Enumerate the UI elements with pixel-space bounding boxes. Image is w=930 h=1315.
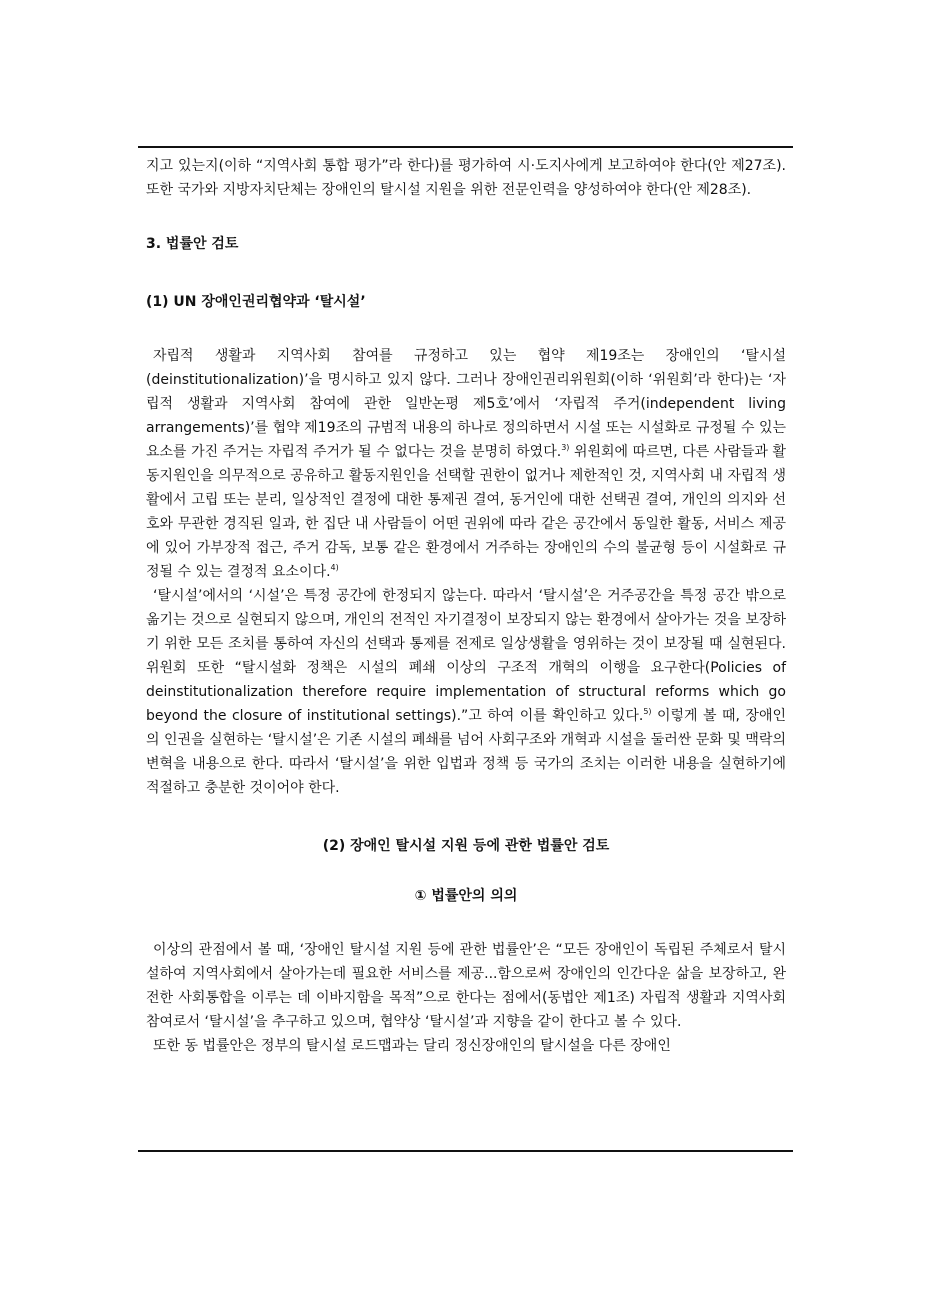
paragraph-1-text-a: 자립적 생활과 지역사회 참여를 규정하고 있는 협약 제19조는 장애인의 ‘탈시설(deinstitutionalization)’을 명시하고 있지 않다. 그러나 장애인권리위원회(이하 ‘위원회’라 한다)는 ‘자립적 생활과 지역사회 참여에 관한 일반논평 제5호’에서 ‘자립적 주거(independent living arrangements)’를 협약 제19조의 규범적 내용의 하나로 정의하면서 시설 또는 시설화로 규정될 수 있는 요소를 가진 주거는 자립적 주거가 될 수 없다는 것을 분명히 하였다. bbox=[146, 348, 786, 460]
subsection-heading-2: (2) 장애인 탈시설 지원 등에 관한 법률안 검토 bbox=[322, 838, 610, 854]
paragraph-2 bbox=[146, 584, 786, 800]
footnote-ref-5: 5) bbox=[643, 707, 652, 716]
paragraph-4: 또한 동 법률안은 정부의 탈시설 로드맵과는 달리 정신장애인의 탈시설을 다른 장애인 bbox=[153, 1038, 671, 1054]
document-body bbox=[146, 154, 786, 1058]
paragraph-3: 이상의 관점에서 볼 때, ‘장애인 탈시설 지원 등에 관한 법률안’은 “모든 장애인이 독립된 주체로서 탈시설하여 지역사회에서 살아가는데 필요한 서비스를 제공...함으로써 장애인의 인간다운 삶을 보장하고, 완전한 사회통합을 이루는 데 이바지함을 목적”으로 한다는 점에서(동법안 제1조) 자립적 생활과 지역사회 참여로서 ‘탈시설’을 추구하고 있으며, 협약상 ‘탈시설’과 지향을 같이 한다고 볼 수 있다. bbox=[146, 942, 786, 1030]
section-heading: 3. 법률안 검토 bbox=[146, 236, 239, 252]
item-heading-1: ① 법률안의 의의 bbox=[414, 888, 518, 904]
footnote-ref-3: 3) bbox=[561, 443, 570, 452]
paragraph-1 bbox=[146, 344, 786, 584]
paragraph-2-text-a: ‘탈시설’에서의 ‘시설’은 특정 공간에 한정되지 않는다. 따라서 ‘탈시설’은 거주공간을 특정 공간 밖으로 옮기는 것으로 실현되지 않으며, 개인의 전적인 자기결정이 보장되지 않는 환경에서 살아가는 것을 보장하기 위한 모든 조치를 통하여 자신의 선택과 통제를 전제로 일상생활을 영위하는 것이 보장될 때 실현된다. 위원회 또한 “탈시설화 정책은 시설의 폐쇄 이상의 구조적 개혁의 이행을 요구한다(Policies of deinstitutionalization therefore require implementation of structural reforms which go beyond the closure of institutional settings).”고 하여 이를 확인하고 있다. bbox=[146, 588, 786, 724]
intro-paragraph: 지고 있는지(이하 “지역사회 통합 평가”라 한다)를 평가하여 시·도지사에게 보고하여야 한다(안 제27조). 또한 국가와 지방자치단체는 장애인의 탈시설 지원을 위한 전문인력을 양성하여야 한다(안 제28조). bbox=[146, 158, 786, 198]
bottom-rule bbox=[138, 1150, 793, 1152]
top-rule bbox=[138, 146, 793, 148]
footnote-ref-4: 4) bbox=[330, 563, 339, 572]
paragraph-2-text-b: 이렇게 볼 때, 장애인의 인권을 실현하는 ‘탈시설’은 기존 시설의 폐쇄를 넘어 사회구조와 개혁과 시설을 둘러싼 문화 및 맥락의 변혁을 내용으로 한다. 따라서 ‘탈시설’을 위한 입법과 정책 등 국가의 조치는 이러한 내용을 실현하기에 적절하고 충분한 것이어야 한다. bbox=[146, 708, 786, 796]
paragraph-1-text-b: 위원회에 따르면, 다른 사람들과 활동지원인을 의무적으로 공유하고 활동지원인을 선택할 권한이 없거나 제한적인 것, 지역사회 내 자립적 생활에서 고립 또는 분리, 일상적인 결정에 대한 통제권 결여, 동거인에 대한 선택권 결여, 개인의 의지와 선호와 무관한 경직된 일과, 한 집단 내 사람들이 어떤 권위에 따라 같은 공간에서 동일한 활동, 서비스 제공에 있어 가부장적 접근, 주거 감독, 보통 같은 환경에서 거주하는 장애인의 수의 불균형 등이 시설화로 규정될 수 있는 결정적 요소이다. bbox=[146, 444, 786, 580]
subsection-heading-1: (1) UN 장애인권리협약과 ‘탈시설’ bbox=[146, 294, 366, 310]
